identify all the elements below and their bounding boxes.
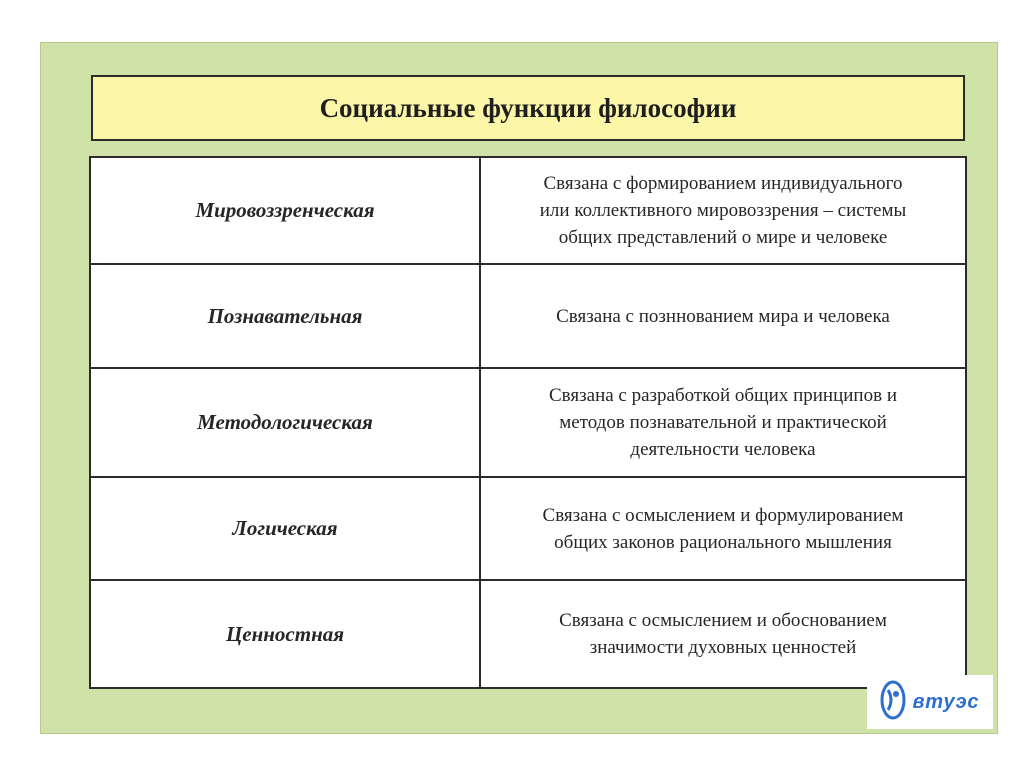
table-row [90,157,966,264]
function-description: Связана с позннованием мира и человека [480,264,966,368]
logo-text: втуэс [912,690,980,713]
function-name: Познавательная [90,264,480,368]
function-description: Связана с формированием индивидуального или коллективного мировоззрения – системы общих представлений о мире и человеке [480,157,966,264]
function-name: Методологическая [90,368,480,477]
title-box [91,75,965,141]
page-title: Социальные функции философии [319,92,737,123]
function-name: Ценностная [90,580,480,688]
functions-table [89,156,967,689]
table-row [90,580,966,688]
university-logo [867,675,993,729]
logo-emblem-icon [880,680,906,725]
function-description: Связана с разработкой общих принципов и методов познавательной и практической деятельности человека [480,368,966,477]
table-row [90,477,966,580]
function-description: Связана с осмыслением и обоснованием значимости духовных ценностей [480,580,966,688]
function-name: Мировоззренческая [90,157,480,264]
table-row [90,368,966,477]
function-name: Логическая [90,477,480,580]
slide-background [40,42,998,734]
table-row [90,264,966,368]
function-description: Связана с осмыслением и формулированием общих законов рационального мышления [480,477,966,580]
